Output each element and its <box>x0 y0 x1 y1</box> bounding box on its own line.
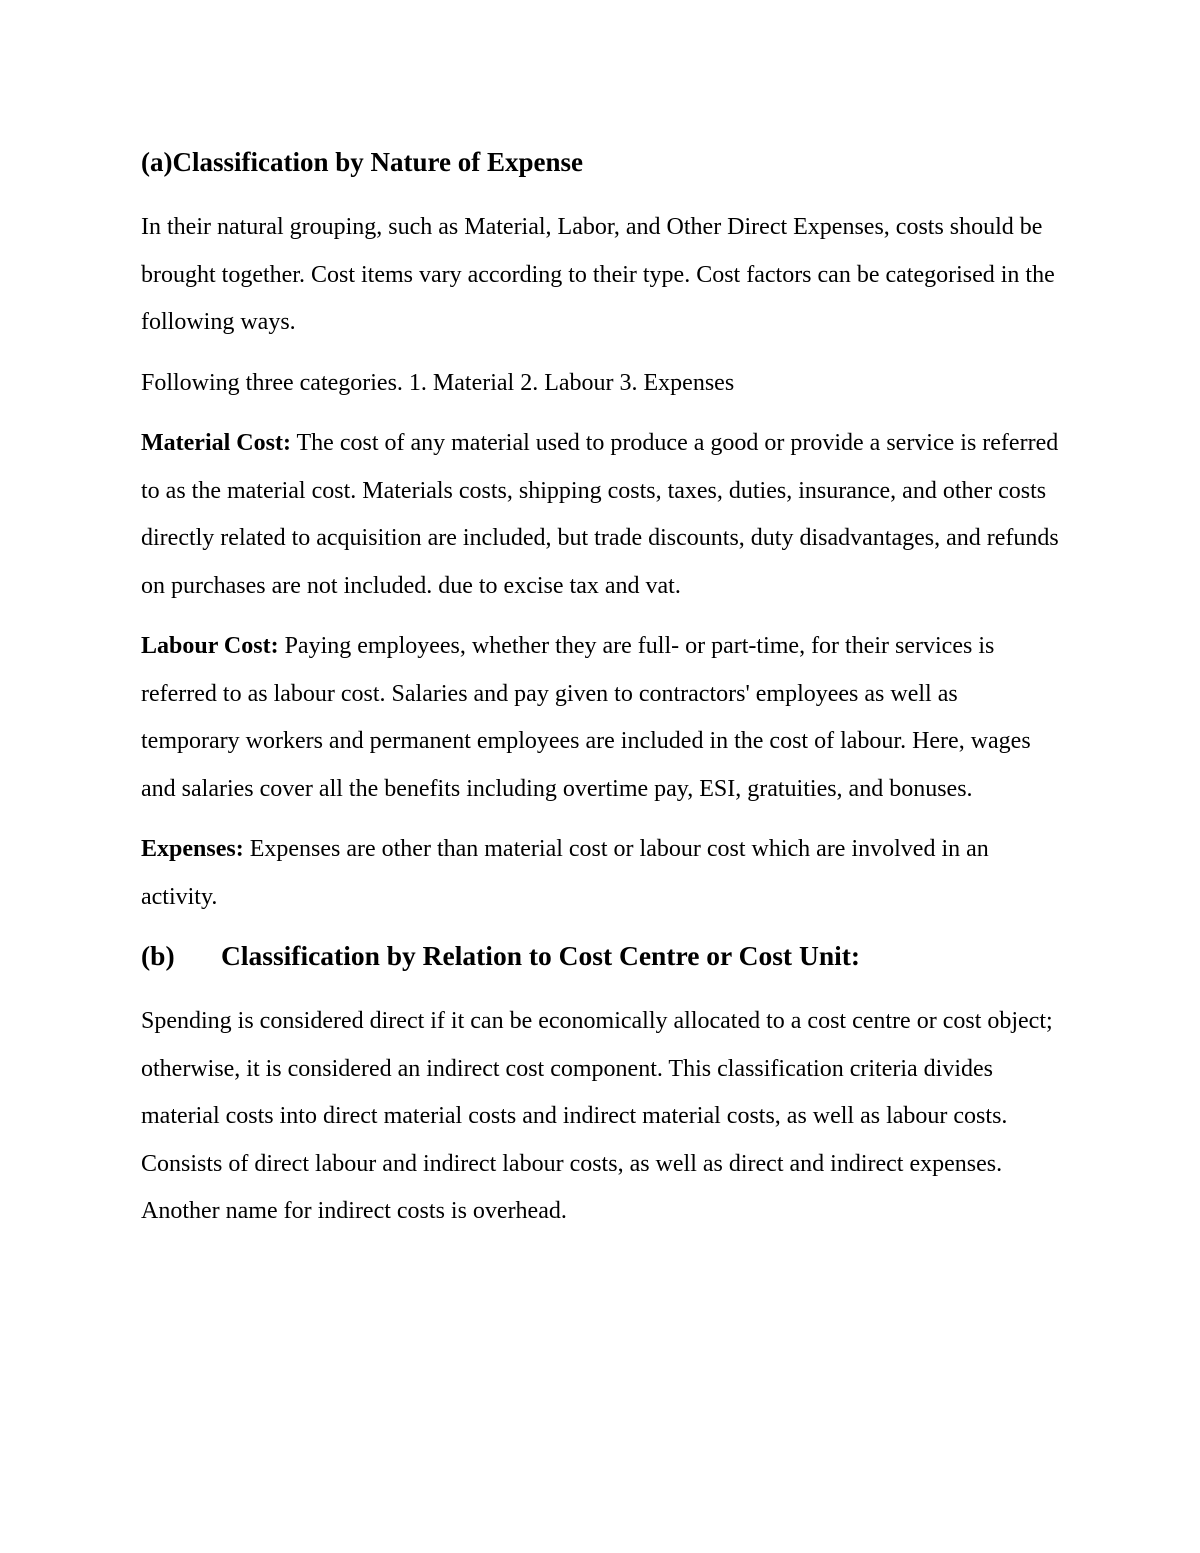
section-b-title: Classification by Relation to Cost Centre or Cost Unit: <box>221 940 861 971</box>
section-b-marker: (b) <box>141 940 175 971</box>
labour-cost-paragraph <box>141 623 1061 813</box>
material-cost-text: The cost of any material used to produce a good or provide a service is referred to as the material cost. Materials costs, shipping costs, taxes, duties, insurance, and other costs directly related to acquisition are included, but trade discounts, duty disadvantages, and refunds on purchases are not included. due to excise tax and vat. <box>141 430 1059 599</box>
document-body <box>141 140 1061 1249</box>
section-b-paragraph: Spending is considered direct if it can be economically allocated to a cost centre or cost object; otherwise, it is considered an indirect cost component. This classification criteria divides material costs into direct material costs and indirect material costs, as well as labour costs. Consists of direct labour and indirect labour costs, as well as direct and indirect expenses. Another name for indirect costs is overhead. <box>141 1008 1053 1224</box>
expenses-text: Expenses are other than material cost or labour cost which are involved in an activity. <box>141 836 989 910</box>
section-a-intro: In their natural grouping, such as Material, Labor, and Other Direct Expenses, costs should be brought together. Cost items vary according to their type. Cost factors can be categorised in the following ways. <box>141 214 1055 335</box>
expenses-label: Expenses: <box>141 836 244 862</box>
material-cost-label: Material Cost: <box>141 430 291 456</box>
expenses-paragraph <box>141 826 1061 921</box>
labour-cost-label: Labour Cost: <box>141 633 279 659</box>
labour-cost-text: Paying employees, whether they are full- or part-time, for their services is referred to as labour cost. Salaries and pay given to contractors' employees as well as temporary workers and permanent employees are included in the cost of labour. Here, wages and salaries cover all the benefits including overtime pay, ESI, gratuities, and bonuses. <box>141 633 1031 802</box>
section-b-heading <box>141 934 1061 978</box>
categories-line: Following three categories. 1. Material 2. Labour 3. Expenses <box>141 369 735 396</box>
material-cost-paragraph <box>141 420 1061 610</box>
section-a-heading: (a)Classification by Nature of Expense <box>141 147 583 177</box>
